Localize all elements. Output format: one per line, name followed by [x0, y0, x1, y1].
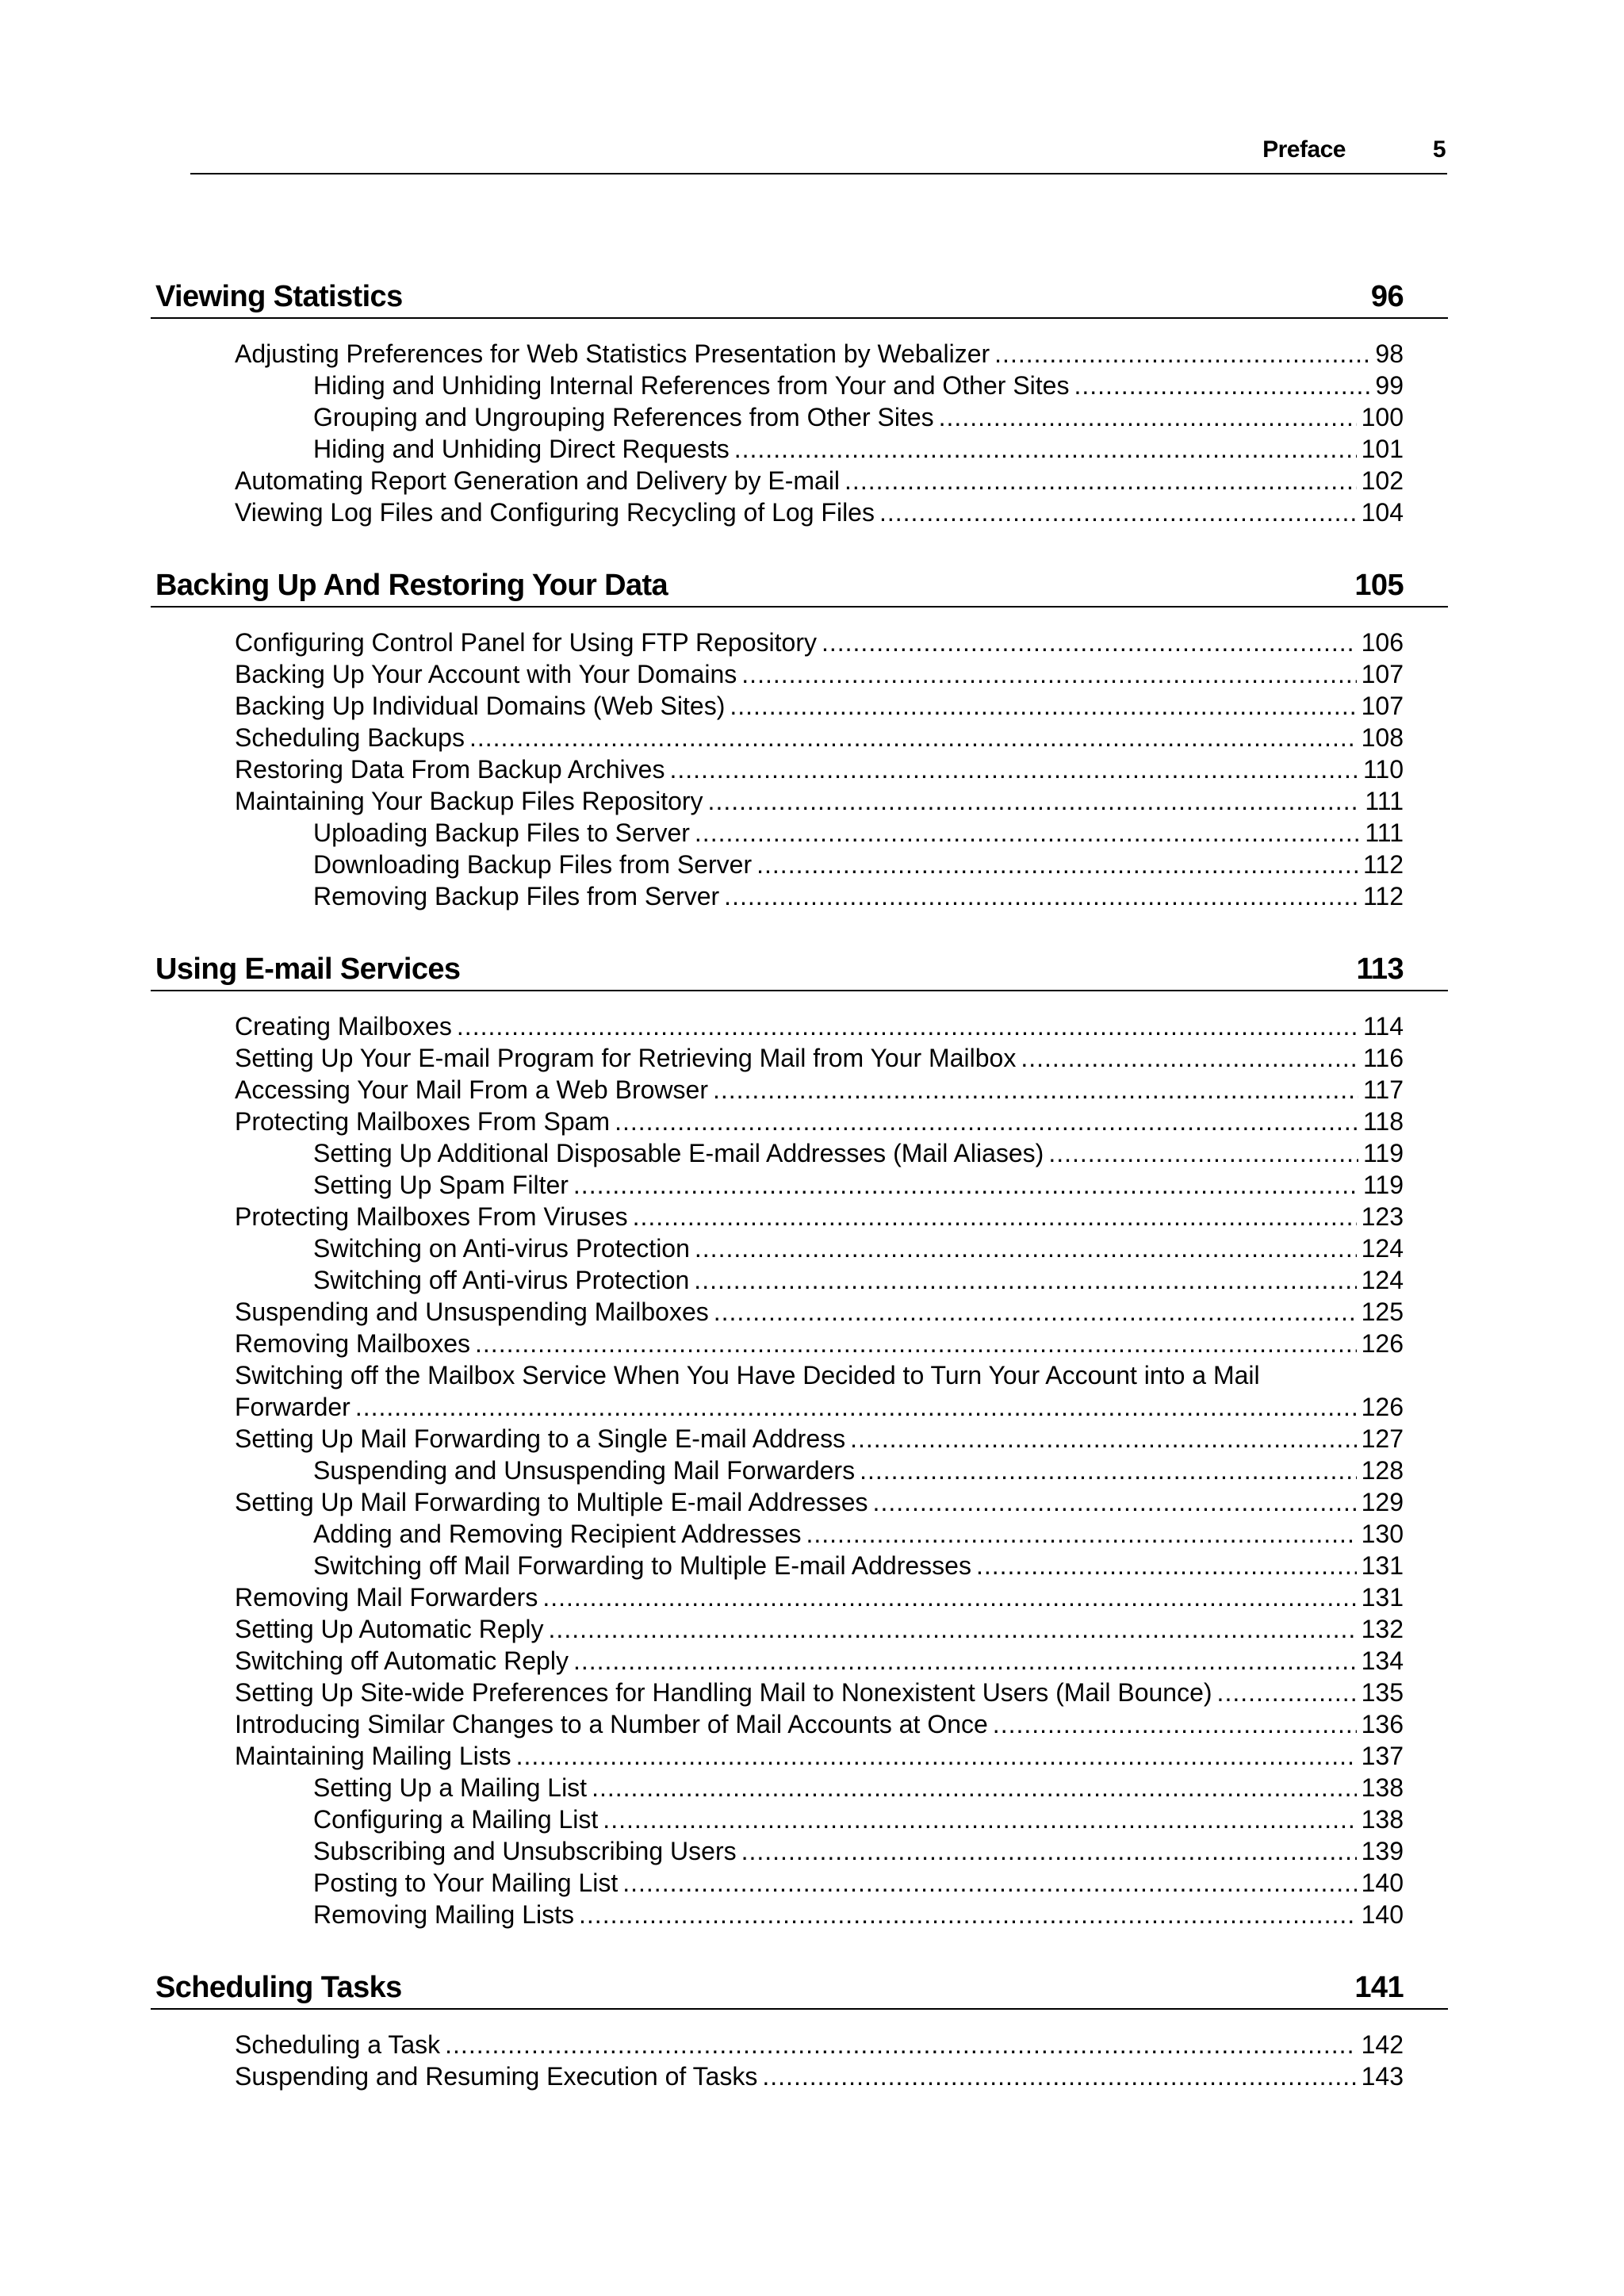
toc-entry-label: Removing Mailboxes [235, 1329, 471, 1358]
toc-entry-page-number: 119 [1362, 1139, 1404, 1167]
dot-leader [592, 1772, 1357, 1803]
section-page-number: 141 [1354, 1971, 1404, 2004]
toc-entry-page-number: 136 [1361, 1710, 1404, 1738]
dot-leader [734, 433, 1357, 465]
dot-leader [603, 1803, 1356, 1835]
toc-entry[interactable] [235, 1010, 1404, 1042]
toc-entry-page-number: 137 [1361, 1742, 1404, 1770]
toc-section [151, 274, 1448, 528]
toc-entry-page-number: 111 [1365, 787, 1404, 815]
toc-entry[interactable] [235, 496, 1404, 528]
toc-entry-page-number: 116 [1362, 1044, 1404, 1072]
toc-entry-label: Setting Up Mail Forwarding to Multiple E-mail Addresses [235, 1488, 868, 1516]
dot-leader [516, 1740, 1357, 1772]
toc-entry[interactable] [235, 2029, 1404, 2060]
toc-entry[interactable] [235, 1581, 1404, 1613]
toc-entry-label: Setting Up Site-wide Preferences for Handling Mail to Nonexistent Users (Mail Bounce) [235, 1678, 1212, 1707]
running-header [190, 133, 1447, 174]
toc-entry-page-number: 104 [1361, 498, 1404, 527]
toc-entry-page-number: 118 [1362, 1107, 1404, 1136]
toc-section [151, 947, 1448, 1930]
toc-entry[interactable] [313, 1803, 1404, 1835]
toc-entry-page-number: 110 [1362, 755, 1404, 784]
toc-entry-label: Subscribing and Unsubscribing Users [313, 1837, 737, 1865]
toc-entry-label: Scheduling Backups [235, 723, 465, 752]
dot-leader [756, 849, 1358, 880]
toc-entry[interactable] [235, 1613, 1404, 1645]
dot-leader [1048, 1137, 1358, 1169]
toc-entry-label: Posting to Your Mailing List [313, 1869, 619, 1897]
toc-entry-label: Switching off Mail Forwarding to Multiple E-mail Addresses [313, 1551, 971, 1580]
dot-leader [542, 1581, 1356, 1613]
toc-entry-page-number: 127 [1361, 1424, 1404, 1453]
toc-entry[interactable] [313, 1899, 1404, 1930]
toc-entry[interactable] [235, 1645, 1404, 1677]
dot-leader [579, 1899, 1357, 1930]
toc-entry[interactable] [313, 1264, 1404, 1296]
dot-leader [762, 2060, 1356, 2092]
dot-leader [1021, 1042, 1358, 1074]
toc-entry-page-number: 98 [1375, 339, 1404, 368]
toc-entry[interactable] [235, 1042, 1404, 1074]
toc-entry[interactable] [313, 370, 1404, 401]
toc-entry-page-number: 135 [1361, 1678, 1404, 1707]
toc-entry-label: Removing Mail Forwarders [235, 1583, 538, 1612]
toc-entry-label: Introducing Similar Changes to a Number of Mail Accounts at Once [235, 1710, 988, 1738]
toc-entry-label: Switching off Automatic Reply [235, 1646, 569, 1675]
toc-entry[interactable] [313, 433, 1404, 465]
toc-entry[interactable] [313, 817, 1404, 849]
toc-section [151, 1965, 1448, 2092]
dot-leader [708, 785, 1361, 817]
toc-entry-page-number: 140 [1361, 1869, 1404, 1897]
toc-entry-page-number: 107 [1361, 692, 1404, 720]
toc-entry[interactable] [235, 1708, 1404, 1740]
dot-leader [469, 722, 1357, 753]
toc-entry[interactable] [313, 1867, 1404, 1899]
toc-entry[interactable] [313, 1518, 1404, 1550]
dot-leader [822, 627, 1357, 658]
toc-entry[interactable] [235, 1423, 1404, 1455]
toc-entry-label: Suspending and Resuming Execution of Tasks [235, 2062, 758, 2091]
toc-entry[interactable] [235, 658, 1404, 690]
toc-entry[interactable] [235, 785, 1404, 817]
toc-entry-page-number: 114 [1362, 1012, 1404, 1041]
toc-entry-label: Configuring a Mailing List [313, 1805, 599, 1834]
section-page-number: 113 [1356, 953, 1404, 986]
section-heading[interactable] [151, 947, 1448, 991]
toc-entry-page-number: 108 [1361, 723, 1404, 752]
toc-entry-page-number: 112 [1362, 850, 1404, 879]
toc-entry-page-number: 107 [1361, 660, 1404, 688]
toc-entry[interactable] [313, 1137, 1404, 1169]
toc-entry-label: Hiding and Unhiding Internal References from Your and Other Sites [313, 371, 1070, 400]
dot-leader [633, 1201, 1357, 1232]
toc-entry-page-number: 123 [1361, 1202, 1404, 1231]
toc-entry[interactable] [313, 1550, 1404, 1581]
toc-entry[interactable] [313, 1232, 1404, 1264]
toc-entry-page-number: 102 [1361, 466, 1404, 495]
toc-entry[interactable] [235, 1328, 1404, 1359]
toc-entry-page-number: 101 [1361, 435, 1404, 463]
toc-entry-page-number: 143 [1361, 2062, 1404, 2091]
dot-leader [695, 817, 1360, 849]
dot-leader [873, 1486, 1357, 1518]
toc-entry-page-number: 140 [1361, 1900, 1404, 1929]
section-title: Scheduling Tasks [155, 1971, 402, 2004]
toc-entry[interactable] [313, 1169, 1404, 1201]
dot-leader [939, 401, 1357, 433]
toc-entry-label: Setting Up a Mailing List [313, 1773, 588, 1802]
toc-entry-label: Maintaining Mailing Lists [235, 1742, 511, 1770]
toc-entry-page-number: 131 [1361, 1583, 1404, 1612]
toc-entry[interactable] [313, 849, 1404, 880]
toc-entry[interactable] [313, 401, 1404, 433]
toc-entry-page-number: 130 [1361, 1520, 1404, 1548]
toc-entry[interactable] [313, 880, 1404, 912]
toc-entry-page-number: 142 [1361, 2030, 1404, 2059]
toc-entry-label: Downloading Backup Files from Server [313, 850, 753, 879]
toc-section [151, 563, 1448, 912]
toc-entry[interactable] [313, 1835, 1404, 1867]
dot-leader [622, 1867, 1356, 1899]
dot-leader [730, 690, 1356, 722]
dot-leader [475, 1328, 1357, 1359]
dot-leader [1074, 370, 1370, 401]
section-heading[interactable] [151, 1965, 1448, 2010]
toc-entry-page-number: 134 [1361, 1646, 1404, 1675]
dot-leader [457, 1010, 1358, 1042]
toc-entry-page-number: 128 [1361, 1456, 1404, 1485]
section-title: Backing Up And Restoring Your Data [155, 569, 668, 602]
toc-entry-page-number: 112 [1362, 882, 1404, 910]
section-title: Using E-mail Services [155, 953, 461, 986]
toc-entry-label: Adding and Removing Recipient Addresses [313, 1520, 802, 1548]
dot-leader [355, 1391, 1357, 1423]
toc-entry-page-number: 129 [1361, 1488, 1404, 1516]
toc-entry-label: Suspending and Unsuspending Mailboxes [235, 1297, 709, 1326]
section-page-number: 96 [1370, 280, 1404, 313]
toc-entry-page-number: 111 [1365, 818, 1404, 847]
section-page-number: 105 [1354, 569, 1404, 602]
toc-entry-label: Backing Up Individual Domains (Web Sites) [235, 692, 726, 720]
toc-entry-page-number: 124 [1361, 1266, 1404, 1294]
toc-entry[interactable] [235, 1074, 1404, 1106]
dot-leader [845, 465, 1357, 496]
toc-entry-page-number: 132 [1361, 1615, 1404, 1643]
table-of-contents [151, 274, 1448, 2127]
toc-entry[interactable] [235, 338, 1404, 370]
toc-entry[interactable] [235, 1296, 1404, 1328]
toc-entry-page-number: 138 [1361, 1773, 1404, 1802]
header-page-number: 5 [1432, 136, 1446, 163]
toc-entry-page-number: 100 [1361, 403, 1404, 431]
toc-entry-label: Setting Up Spam Filter [313, 1171, 569, 1199]
toc-entry-page-number: 99 [1375, 371, 1404, 400]
toc-entry-page-number: 126 [1361, 1393, 1404, 1421]
toc-entry-label: Accessing Your Mail From a Web Browser [235, 1075, 708, 1104]
toc-entry-label: Setting Up Automatic Reply [235, 1615, 544, 1643]
toc-entry-label: Protecting Mailboxes From Viruses [235, 1202, 628, 1231]
dot-leader [993, 1708, 1357, 1740]
dot-leader [445, 2029, 1356, 2060]
toc-entry-label: Viewing Log Files and Configuring Recycling of Log Files [235, 498, 875, 527]
dot-leader [669, 753, 1358, 785]
toc-entry[interactable] [235, 1677, 1404, 1708]
header-section-name: Preface [1262, 136, 1346, 163]
toc-entry-label: Automating Report Generation and Delivery by E-mail [235, 466, 841, 495]
toc-entry-label: Setting Up Your E-mail Program for Retrieving Mail from Your Mailbox [235, 1044, 1017, 1072]
toc-entry[interactable] [235, 1740, 1404, 1772]
section-heading[interactable] [151, 563, 1448, 608]
toc-entry-label: Setting Up Additional Disposable E-mail Addresses (Mail Aliases) [313, 1139, 1044, 1167]
dot-leader [976, 1550, 1357, 1581]
toc-entry-page-number: 119 [1362, 1171, 1404, 1199]
dot-leader [714, 1296, 1357, 1328]
toc-entry-label: Setting Up Mail Forwarding to a Single E-mail Address [235, 1424, 846, 1453]
dot-leader [694, 1264, 1356, 1296]
toc-entry[interactable] [313, 1455, 1404, 1486]
toc-entry-label: Grouping and Ungrouping References from Other Sites [313, 403, 934, 431]
toc-entry-page-number: 138 [1361, 1805, 1404, 1834]
toc-entry-label: Adjusting Preferences for Web Statistics Presentation by Webalizer [235, 339, 990, 368]
toc-entry-label: Configuring Control Panel for Using FTP Repository [235, 628, 817, 657]
toc-entry[interactable] [235, 722, 1404, 753]
dot-leader [695, 1232, 1357, 1264]
dot-leader [879, 496, 1357, 528]
toc-entry[interactable] [235, 1391, 1404, 1423]
toc-entry-page-number: 126 [1361, 1329, 1404, 1358]
toc-entry-label: Maintaining Your Backup Files Repository [235, 787, 703, 815]
dot-leader [850, 1423, 1356, 1455]
toc-entry-page-number: 131 [1361, 1551, 1404, 1580]
dot-leader [573, 1645, 1357, 1677]
toc-entry-label: Protecting Mailboxes From Spam [235, 1107, 611, 1136]
toc-entry-first-line: Switching off the Mailbox Service When You Have Decided to Turn Your Account into a Mail [235, 1361, 1260, 1389]
dot-leader [860, 1455, 1357, 1486]
dot-leader [741, 1835, 1357, 1867]
section-title: Viewing Statistics [155, 280, 403, 313]
toc-entry-page-number: 125 [1361, 1297, 1404, 1326]
toc-entry-label: Uploading Backup Files to Server [313, 818, 690, 847]
dot-leader [615, 1106, 1358, 1137]
dot-leader [549, 1613, 1357, 1645]
toc-entry-label: Suspending and Unsuspending Mail Forwarders [313, 1456, 856, 1485]
toc-entry[interactable] [235, 1201, 1404, 1232]
toc-entry[interactable] [235, 1486, 1404, 1518]
toc-entry-label: Hiding and Unhiding Direct Requests [313, 435, 730, 463]
toc-entry-page-number: 117 [1362, 1075, 1404, 1104]
toc-entry[interactable] [235, 465, 1404, 496]
dot-leader [573, 1169, 1358, 1201]
toc-entry-label: Backing Up Your Account with Your Domains [235, 660, 737, 688]
dot-leader [806, 1518, 1356, 1550]
toc-entry-label: Switching off Anti-virus Protection [313, 1266, 690, 1294]
toc-entry-label: Switching on Anti-virus Protection [313, 1234, 690, 1263]
toc-entry-label: Removing Mailing Lists [313, 1900, 575, 1929]
dot-leader [994, 338, 1370, 370]
toc-entry-label: Forwarder [235, 1393, 350, 1421]
toc-entry[interactable] [313, 1772, 1404, 1803]
toc-entry-page-number: 124 [1361, 1234, 1404, 1263]
toc-entry-page-number: 139 [1361, 1837, 1404, 1865]
toc-entry-page-number: 106 [1361, 628, 1404, 657]
toc-entry-label: Creating Mailboxes [235, 1012, 452, 1041]
dot-leader [724, 880, 1358, 912]
dot-leader [1217, 1677, 1357, 1708]
toc-entry[interactable] [235, 1106, 1404, 1137]
toc-entry[interactable] [235, 627, 1404, 658]
toc-entry[interactable] [235, 2060, 1404, 2092]
toc-entry-label: Scheduling a Task [235, 2030, 441, 2059]
dot-leader [713, 1074, 1358, 1106]
toc-entry[interactable] [235, 753, 1404, 785]
toc-entry-label: Restoring Data From Backup Archives [235, 755, 665, 784]
toc-entry-label: Removing Backup Files from Server [313, 882, 720, 910]
toc-entry[interactable] [235, 690, 1404, 722]
dot-leader [741, 658, 1356, 690]
section-heading[interactable] [151, 274, 1448, 319]
